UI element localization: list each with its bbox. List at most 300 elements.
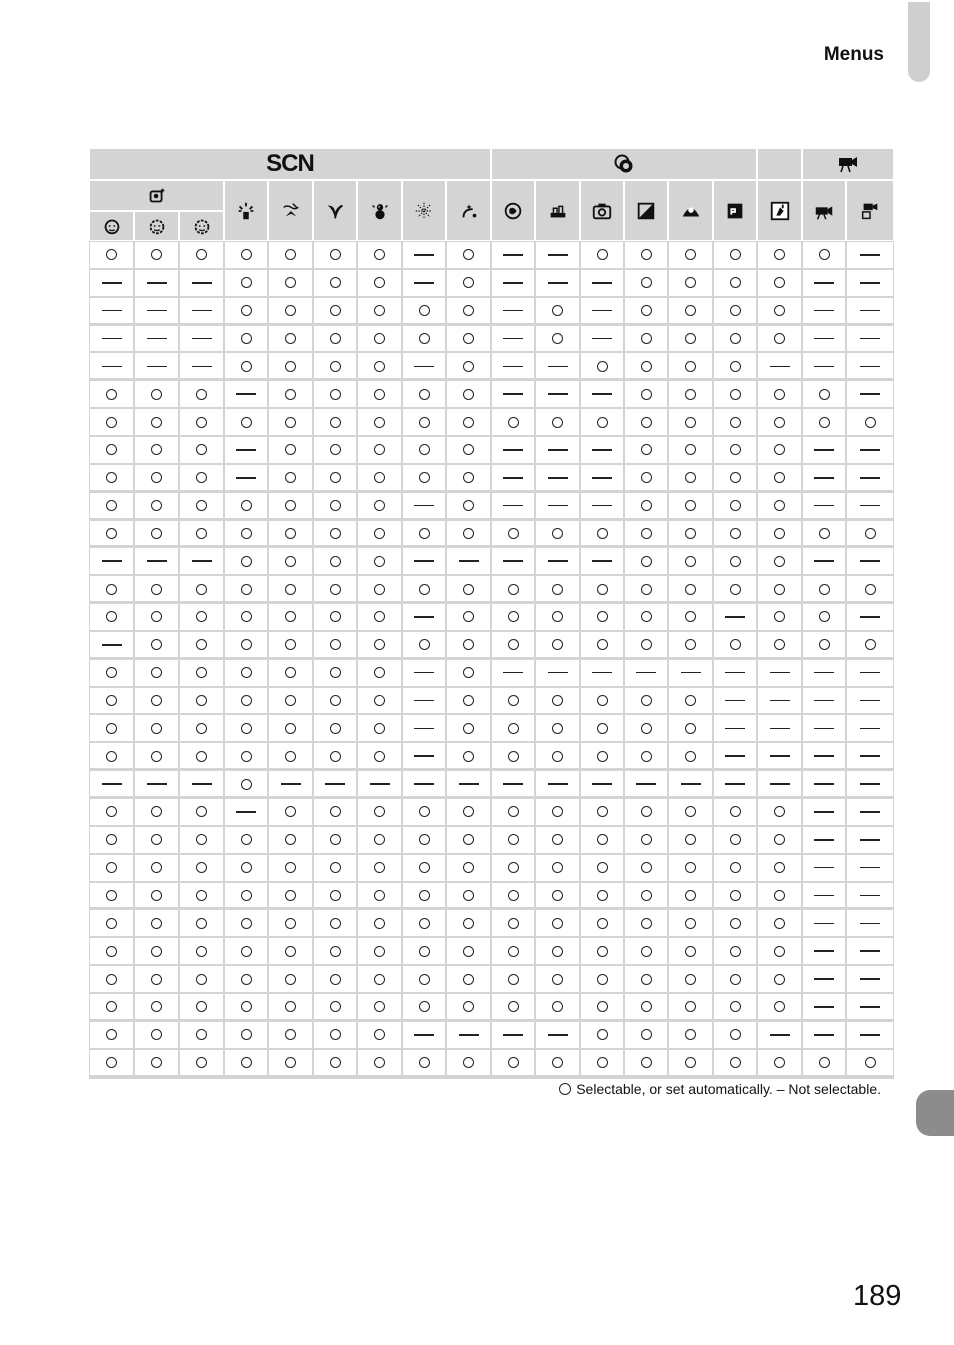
miniature-icon xyxy=(547,200,569,222)
table-cell xyxy=(314,910,356,936)
table-cell xyxy=(447,576,490,602)
table-cell xyxy=(758,827,801,853)
not-selectable-mark xyxy=(725,616,745,618)
selectable-mark xyxy=(285,695,296,706)
table-cell xyxy=(447,437,490,463)
selectable-mark xyxy=(685,918,696,929)
not-selectable-mark xyxy=(192,783,212,785)
selectable-mark xyxy=(685,389,696,400)
not-selectable-mark xyxy=(548,783,568,785)
low-light-icon xyxy=(235,200,257,222)
table-cell xyxy=(803,1022,845,1048)
selectable-mark xyxy=(865,639,876,650)
movie-mode-icon xyxy=(835,152,861,176)
table-cell xyxy=(803,994,845,1020)
table-cell xyxy=(492,743,534,769)
selectable-mark xyxy=(419,1001,430,1012)
not-selectable-mark xyxy=(592,449,612,451)
selectable-mark xyxy=(819,389,830,400)
not-selectable-mark xyxy=(503,366,523,368)
selectable-mark xyxy=(196,1001,207,1012)
table-cell xyxy=(403,270,445,296)
not-selectable-mark xyxy=(860,254,880,256)
selectable-mark xyxy=(597,528,608,539)
selectable-mark xyxy=(374,361,385,372)
selectable-mark xyxy=(241,417,252,428)
table-cell xyxy=(625,270,667,296)
not-selectable-mark xyxy=(814,366,834,368)
table-cell xyxy=(269,465,312,491)
table-cell xyxy=(669,688,712,714)
table-cell xyxy=(581,242,623,268)
selectable-mark xyxy=(330,305,341,316)
selectable-mark xyxy=(241,723,252,734)
table-cell xyxy=(225,910,267,936)
table-cell xyxy=(847,910,893,936)
selectable-mark xyxy=(151,249,162,260)
selectable-mark xyxy=(196,249,207,260)
table-cell xyxy=(135,1022,178,1048)
selectable-mark xyxy=(508,695,519,706)
table-cell xyxy=(225,1050,267,1076)
table-cell xyxy=(269,381,312,407)
selectable-mark xyxy=(241,1001,252,1012)
table-cell xyxy=(669,548,712,574)
selectable-mark xyxy=(330,639,341,650)
selectable-mark xyxy=(730,890,741,901)
table-cell xyxy=(847,855,893,881)
selectable-mark xyxy=(151,584,162,595)
table-cell xyxy=(225,994,267,1020)
selectable-mark xyxy=(774,974,785,985)
selectable-mark xyxy=(774,1057,785,1068)
selectable-mark xyxy=(106,611,117,622)
selectable-mark xyxy=(285,667,296,678)
selectable-mark xyxy=(819,249,830,260)
selectable-mark xyxy=(597,639,608,650)
table-cell xyxy=(135,827,178,853)
selectable-mark xyxy=(106,444,117,455)
table-cell xyxy=(581,465,623,491)
selectable-mark xyxy=(641,417,652,428)
selectable-mark xyxy=(330,1057,341,1068)
table-cell xyxy=(180,688,223,714)
not-selectable-mark xyxy=(814,338,834,340)
selectable-mark xyxy=(463,667,474,678)
section-title: Menus xyxy=(823,44,884,65)
selectable-mark xyxy=(241,556,252,567)
selectable-mark xyxy=(552,611,563,622)
table-cell xyxy=(803,353,845,379)
selectable-mark xyxy=(241,639,252,650)
table-cell xyxy=(847,576,893,602)
table-cell xyxy=(225,938,267,964)
not-selectable-mark xyxy=(236,811,256,813)
selectable-mark xyxy=(330,946,341,957)
selectable-mark xyxy=(196,890,207,901)
table-cell xyxy=(847,437,893,463)
not-selectable-mark xyxy=(548,672,568,674)
selectable-mark xyxy=(641,1001,652,1012)
table-cell xyxy=(135,493,178,519)
selectable-mark xyxy=(374,751,385,762)
table-cell xyxy=(358,353,401,379)
not-selectable-mark xyxy=(814,783,834,785)
selectable-mark xyxy=(819,639,830,650)
selectable-mark xyxy=(241,890,252,901)
selectable-mark xyxy=(330,1029,341,1040)
selectable-mark xyxy=(641,862,652,873)
table-cell xyxy=(625,548,667,574)
selectable-mark xyxy=(106,974,117,985)
table-cell xyxy=(225,270,267,296)
table-cell xyxy=(180,576,223,602)
table-cell xyxy=(847,715,893,741)
selectable-mark xyxy=(641,806,652,817)
table-cell xyxy=(90,938,133,964)
table-cell xyxy=(180,548,223,574)
not-selectable-mark xyxy=(860,366,880,368)
table-cell xyxy=(847,827,893,853)
not-selectable-mark xyxy=(860,672,880,674)
table-cell xyxy=(536,994,579,1020)
selectable-mark xyxy=(196,946,207,957)
selectable-mark xyxy=(685,584,696,595)
selectable-mark xyxy=(106,500,117,511)
selectable-mark xyxy=(330,667,341,678)
not-selectable-mark xyxy=(503,310,523,312)
table-cell xyxy=(225,409,267,435)
table-cell xyxy=(803,910,845,936)
table-cell xyxy=(358,326,401,352)
selectable-mark xyxy=(463,890,474,901)
not-selectable-mark xyxy=(592,560,612,562)
table-cell xyxy=(447,827,490,853)
selectable-mark xyxy=(463,333,474,344)
selectable-mark xyxy=(151,528,162,539)
table-cell xyxy=(225,1022,267,1048)
selectable-mark xyxy=(641,277,652,288)
not-selectable-mark xyxy=(860,1006,880,1008)
table-cell xyxy=(403,660,445,686)
table-cell xyxy=(625,827,667,853)
selectable-mark xyxy=(463,249,474,260)
table-cell xyxy=(135,855,178,881)
table-cell xyxy=(803,493,845,519)
table-cell xyxy=(758,938,801,964)
not-selectable-mark xyxy=(770,700,790,702)
table-cell xyxy=(358,465,401,491)
selectable-mark xyxy=(463,639,474,650)
header-cell xyxy=(491,148,757,180)
selectable-mark xyxy=(419,890,430,901)
table-cell xyxy=(135,465,178,491)
table-cell xyxy=(536,242,579,268)
selectable-mark xyxy=(241,584,252,595)
header-cell xyxy=(580,180,624,241)
selectable-mark xyxy=(419,806,430,817)
table-cell xyxy=(269,437,312,463)
header-group-blank xyxy=(757,148,802,180)
table-cell xyxy=(581,715,623,741)
selectable-mark xyxy=(196,417,207,428)
table-cell xyxy=(447,743,490,769)
table-cell xyxy=(135,298,178,324)
table-cell xyxy=(269,270,312,296)
selectable-mark xyxy=(285,974,296,985)
table-cell xyxy=(358,883,401,909)
selectable-mark xyxy=(685,723,696,734)
not-selectable-mark xyxy=(725,700,745,702)
header-cell xyxy=(357,180,402,241)
selectable-mark xyxy=(685,1001,696,1012)
table-cell xyxy=(135,688,178,714)
table-cell xyxy=(669,771,712,797)
table-cell xyxy=(225,604,267,630)
selectable-mark xyxy=(685,417,696,428)
not-selectable-mark xyxy=(503,1034,523,1036)
selectable-mark xyxy=(106,584,117,595)
selectable-mark xyxy=(374,834,385,845)
table-cell xyxy=(492,298,534,324)
table-cell xyxy=(269,910,312,936)
selectable-mark xyxy=(730,1001,741,1012)
table-cell xyxy=(847,1022,893,1048)
table-cell xyxy=(492,660,534,686)
selectable-mark xyxy=(374,695,385,706)
selectable-mark xyxy=(774,611,785,622)
not-selectable-mark xyxy=(503,449,523,451)
selectable-mark xyxy=(151,974,162,985)
selectable-mark xyxy=(685,1029,696,1040)
table-cell xyxy=(403,771,445,797)
not-selectable-mark xyxy=(770,728,790,730)
selectable-mark xyxy=(508,723,519,734)
table-cell xyxy=(314,1022,356,1048)
selectable-mark xyxy=(641,611,652,622)
table-cell xyxy=(492,381,534,407)
selectable-mark xyxy=(241,751,252,762)
table-cell xyxy=(536,855,579,881)
table-cell xyxy=(447,326,490,352)
table-cell xyxy=(758,910,801,936)
selectable-mark xyxy=(151,667,162,678)
selectable-mark xyxy=(463,305,474,316)
table-cell xyxy=(803,855,845,881)
not-selectable-mark xyxy=(770,366,790,368)
table-cell xyxy=(403,883,445,909)
table-cell xyxy=(135,242,178,268)
standard-movie-icon xyxy=(813,200,835,222)
face-timer-icon xyxy=(191,215,213,237)
table-cell xyxy=(180,298,223,324)
header-cell xyxy=(535,180,580,241)
wink-self-timer-icon xyxy=(146,215,168,237)
selectable-mark xyxy=(597,1029,608,1040)
not-selectable-mark xyxy=(860,839,880,841)
monochrome-icon xyxy=(635,200,657,222)
table-cell xyxy=(803,743,845,769)
table-cell xyxy=(714,743,756,769)
selectable-mark xyxy=(463,695,474,706)
selectable-mark xyxy=(685,806,696,817)
table-cell xyxy=(403,242,445,268)
selectable-mark xyxy=(463,277,474,288)
table-cell xyxy=(847,409,893,435)
table-cell xyxy=(803,242,845,268)
table-cell xyxy=(669,855,712,881)
not-selectable-mark xyxy=(860,477,880,479)
selectable-mark xyxy=(285,890,296,901)
selectable-mark xyxy=(241,779,252,790)
table-cell xyxy=(180,604,223,630)
table-cell xyxy=(403,855,445,881)
selectable-mark xyxy=(685,500,696,511)
table-cell xyxy=(669,938,712,964)
selectable-mark xyxy=(330,500,341,511)
table-cell xyxy=(180,437,223,463)
selectable-mark xyxy=(285,417,296,428)
selectable-mark xyxy=(552,305,563,316)
not-selectable-mark xyxy=(725,755,745,757)
table-cell xyxy=(669,437,712,463)
table-cell xyxy=(581,521,623,547)
table-cell xyxy=(314,938,356,964)
table-cell xyxy=(447,465,490,491)
selectable-mark xyxy=(106,723,117,734)
selectable-mark xyxy=(196,389,207,400)
table-cell xyxy=(803,632,845,658)
table-cell xyxy=(714,521,756,547)
not-selectable-mark xyxy=(459,1034,479,1036)
not-selectable-mark xyxy=(860,867,880,869)
not-selectable-mark xyxy=(370,783,390,785)
table-cell xyxy=(847,632,893,658)
table-cell xyxy=(492,521,534,547)
not-selectable-mark xyxy=(592,505,612,507)
selectable-mark xyxy=(151,723,162,734)
selectable-mark xyxy=(419,1057,430,1068)
table-cell xyxy=(758,576,801,602)
selectable-mark xyxy=(552,639,563,650)
not-selectable-mark xyxy=(770,755,790,757)
table-cell xyxy=(314,604,356,630)
selectable-mark xyxy=(106,417,117,428)
selectable-mark xyxy=(374,333,385,344)
table-cell xyxy=(536,1022,579,1048)
header-cell xyxy=(846,180,894,241)
table-cell xyxy=(447,799,490,825)
selectable-mark xyxy=(196,723,207,734)
table-cell xyxy=(758,632,801,658)
selectable-mark xyxy=(685,1057,696,1068)
table-cell xyxy=(758,688,801,714)
table-cell xyxy=(447,632,490,658)
table-cell xyxy=(847,994,893,1020)
poster-effect-icon xyxy=(724,200,746,222)
selectable-mark xyxy=(463,500,474,511)
selectable-mark xyxy=(374,1029,385,1040)
table-cell xyxy=(714,298,756,324)
not-selectable-mark xyxy=(548,254,568,256)
table-cell xyxy=(803,409,845,435)
table-cell xyxy=(536,771,579,797)
not-selectable-mark xyxy=(814,1034,834,1036)
selectable-mark xyxy=(730,556,741,567)
table-cell xyxy=(180,493,223,519)
selectable-mark xyxy=(151,417,162,428)
selectable-mark xyxy=(330,277,341,288)
selectable-mark xyxy=(285,444,296,455)
not-selectable-mark xyxy=(503,282,523,284)
selectable-mark xyxy=(819,584,830,595)
selectable-mark xyxy=(196,611,207,622)
selectable-mark xyxy=(774,834,785,845)
selectable-mark xyxy=(330,834,341,845)
selectable-mark xyxy=(196,584,207,595)
table-cell xyxy=(225,632,267,658)
table-cell xyxy=(492,409,534,435)
table-cell xyxy=(314,381,356,407)
table-cell xyxy=(403,548,445,574)
selectable-mark xyxy=(641,946,652,957)
table-cell xyxy=(314,437,356,463)
selectable-mark xyxy=(241,500,252,511)
selectable-mark xyxy=(106,890,117,901)
table-cell xyxy=(180,326,223,352)
selectable-mark xyxy=(597,974,608,985)
table-cell xyxy=(180,910,223,936)
table-cell xyxy=(625,437,667,463)
not-selectable-mark xyxy=(414,728,434,730)
not-selectable-mark xyxy=(147,366,167,368)
table-cell xyxy=(803,660,845,686)
not-selectable-mark xyxy=(592,393,612,395)
selectable-mark xyxy=(641,500,652,511)
table-cell xyxy=(225,715,267,741)
selectable-mark xyxy=(241,834,252,845)
table-cell xyxy=(536,437,579,463)
selectable-mark xyxy=(106,1057,117,1068)
selectable-mark xyxy=(597,1057,608,1068)
selectable-mark xyxy=(374,946,385,957)
table-cell xyxy=(847,938,893,964)
selectable-mark xyxy=(552,974,563,985)
table-cell xyxy=(536,910,579,936)
selectable-mark xyxy=(597,946,608,957)
table-cell xyxy=(536,1050,579,1076)
selectable-mark xyxy=(196,862,207,873)
table-cell xyxy=(714,326,756,352)
selectable-mark xyxy=(374,277,385,288)
selectable-mark xyxy=(463,834,474,845)
table-cell xyxy=(135,743,178,769)
table-cell xyxy=(758,1022,801,1048)
not-selectable-mark xyxy=(860,338,880,340)
not-selectable-mark xyxy=(860,449,880,451)
table-cell xyxy=(358,632,401,658)
selectable-mark xyxy=(241,277,252,288)
selectable-mark xyxy=(463,611,474,622)
selectable-mark xyxy=(241,1029,252,1040)
selectable-mark xyxy=(285,862,296,873)
table-cell xyxy=(180,1022,223,1048)
not-selectable-mark xyxy=(414,505,434,507)
selectable-mark xyxy=(774,472,785,483)
selectable-mark xyxy=(196,500,207,511)
not-selectable-mark xyxy=(414,366,434,368)
foliage-icon xyxy=(324,200,346,222)
